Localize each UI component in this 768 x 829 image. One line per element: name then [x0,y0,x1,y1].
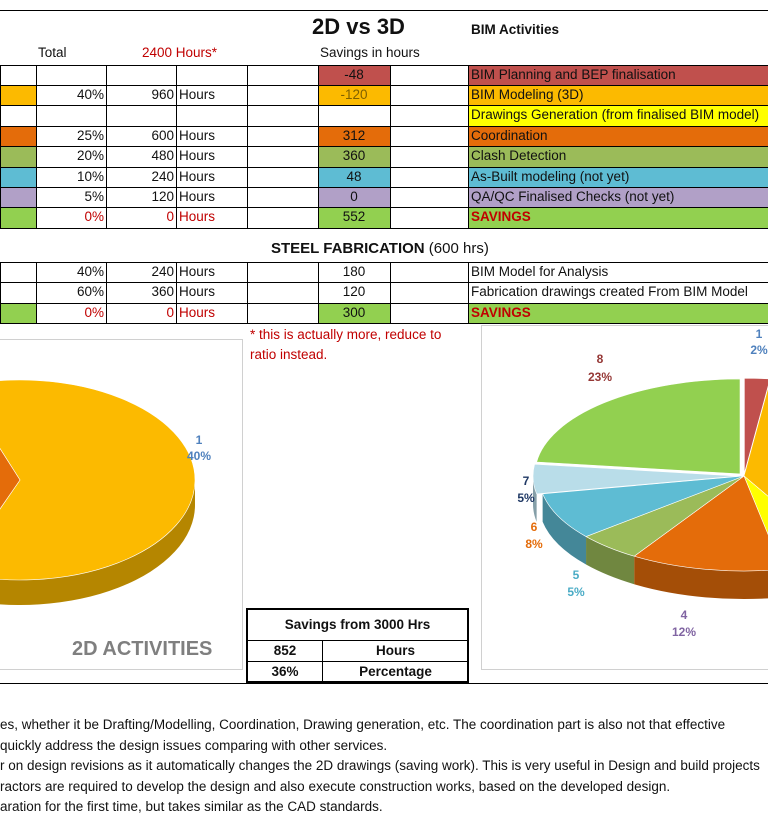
steel-unit: Hours [179,264,216,279]
note-line-3: r on design revisions as it automatically changes the 2D drawings (saving work). This is very useful in Design and build projects [0,758,760,773]
footnote-line-2: ratio instead. [250,347,328,362]
steel-color-swatch [0,262,36,283]
row-percent: 25% [76,127,104,143]
footnote-line-1: * this is actually more, reduce to [250,327,442,342]
savings-box-title: Savings from 3000 Hrs [284,617,431,632]
pie-label-5-num: 5 [572,568,580,582]
row-hours: 600 [151,127,174,143]
col-border [468,262,469,323]
row-percent: 5% [84,188,104,204]
row-percent: 0% [84,209,104,225]
row-percent: 10% [76,168,104,184]
col-border [247,262,248,323]
chart-2d-activities [0,339,243,670]
page-title: 2D vs 3D [312,14,405,39]
notes-top-border [0,683,768,684]
savings-hours-label: Hours [375,643,415,658]
row-border [0,303,768,304]
row-percent: 20% [76,148,104,164]
note-line-4: ractors are required to develop the design and also execute construction works, based on the developed design. [0,779,671,794]
row-hours: 480 [151,148,174,164]
row-color-swatch [0,207,36,228]
note-line-1: es, whether it be Drafting/Modelling, Coordination, Drawing generation, etc. The coordination part is also not that effective [0,717,726,732]
pie-label-5-pct: 5% [567,585,585,599]
row-border [0,228,768,229]
steel-activity: Fabrication drawings created From BIM Model [471,284,748,300]
row-border [0,282,768,283]
col-border [36,65,37,228]
col-border [176,262,177,323]
row-saving [318,105,390,126]
col-border [0,262,1,323]
col-border [36,262,37,323]
row-saving: 48 [318,167,390,188]
steel-hours: 240 [151,264,174,279]
pie-label-8-num: 8 [596,352,604,366]
steel-percent: 60% [76,284,104,300]
row-activity: QA/QC Finalised Checks (not yet) [468,187,768,208]
steel-title: STEEL FABRICATION [271,240,425,257]
row-border [0,167,768,168]
col-border [106,262,107,323]
steel-saving: 300 [318,303,390,324]
steel-hours: 360 [151,284,174,300]
steel-hours: 0 [166,304,174,320]
pie-label-6-pct: 8% [525,537,543,551]
row-hours [106,65,176,86]
note-line-2: quickly address the design issues comparing with other services. [0,738,388,753]
row-saving: 0 [318,187,390,208]
col-border [176,65,177,228]
steel-saving: 120 [342,284,366,300]
pie-chart-3d [482,326,768,670]
savings-label: Savings in hours [320,45,420,60]
row-color-swatch [0,85,36,106]
row-color-swatch [0,105,36,126]
steel-unit: Hours [179,284,216,300]
note-line-5: aration for the first time, but takes similar as the CAD standards. [0,799,383,814]
row-border [0,105,768,106]
row-saving: 552 [318,207,390,228]
pie-label-1-pct: 2% [750,343,768,357]
steel-heading [271,238,489,260]
row-activity: BIM Modeling (3D) [468,85,768,106]
pie-label-7-pct: 5% [517,491,535,505]
steel-saving: 180 [342,264,366,279]
pie-label-7-num: 7 [522,474,530,488]
col-border [318,65,319,228]
row-saving: 312 [318,126,390,147]
row-activity: BIM Planning and BEP finalisation [468,65,768,86]
row-activity: Drawings Generation (from finalised BIM model) [468,105,768,126]
steel-unit: Hours [179,304,216,320]
row-border [0,207,768,208]
row-color-swatch [0,146,36,167]
row-border [0,65,768,66]
pie-label-6-num: 6 [530,520,538,534]
pie-label-1-pct: 40% [186,449,212,463]
pie-label-1-num: 1 [195,433,203,447]
row-hours: 240 [151,168,174,184]
row-activity: Coordination [468,126,768,147]
savings-box-divider-v [322,640,323,681]
row-saving: -48 [318,65,390,86]
row-saving: -120 [318,85,390,106]
row-unit [176,65,247,86]
steel-percent: 40% [76,264,104,279]
col-border [106,65,107,228]
total-hours: 2400 Hours* [142,45,218,60]
row-saving: 360 [318,146,390,167]
row-unit: Hours [179,188,216,204]
row-unit: Hours [179,148,216,164]
pie-chart-2d [0,340,243,670]
chart-2d-title: 2D ACTIVITIES [72,638,213,660]
row-activity: As-Built modeling (not yet) [468,167,768,188]
row-percent: 40% [76,86,104,102]
steel-activity: BIM Model for Analysis [471,264,609,279]
bim-activities-heading: BIM Activities [471,22,560,37]
col-border [247,65,248,228]
row-unit: Hours [179,168,216,184]
row-hours: 0 [166,209,174,225]
row-activity: Clash Detection [468,146,768,167]
steel-activity: SAVINGS [468,303,768,324]
steel-subtitle: (600 hrs) [428,240,489,257]
row-border [0,126,768,127]
pie-label-4-num: 4 [680,608,688,622]
col-border [0,65,1,228]
chart-3d-activities [481,325,768,670]
row-unit [176,105,247,126]
row-color-swatch [0,126,36,147]
pie-label-4-pct: 12% [671,625,697,639]
row-border [0,262,768,263]
col-border [390,65,391,228]
row-hours: 960 [151,86,174,102]
savings-summary-box [246,608,469,683]
row-color-swatch [0,187,36,208]
steel-color-swatch [0,282,36,303]
row-border [0,146,768,147]
top-border [0,10,768,11]
col-border [390,262,391,323]
col-border [468,65,469,228]
row-unit: Hours [179,209,216,225]
row-hours: 120 [151,188,174,204]
col-border [318,262,319,323]
savings-hours-value: 852 [273,643,297,658]
row-percent [36,65,106,86]
savings-pct-value: 36% [271,664,299,679]
row-border [0,187,768,188]
steel-color-swatch [0,303,36,324]
row-border [0,85,768,86]
savings-pct-label: Percentage [359,664,432,679]
row-unit: Hours [179,127,216,143]
row-color-swatch [0,167,36,188]
row-hours [106,105,176,126]
row-color-swatch [0,65,36,86]
row-unit: Hours [179,86,216,102]
pie-label-1-num: 1 [755,327,763,341]
pie-slice-8 [537,379,740,474]
total-label: Total [38,45,67,60]
pie-label-8-pct: 23% [587,370,613,384]
row-activity: SAVINGS [468,207,768,228]
steel-percent: 0% [84,304,104,320]
row-percent [36,105,106,126]
